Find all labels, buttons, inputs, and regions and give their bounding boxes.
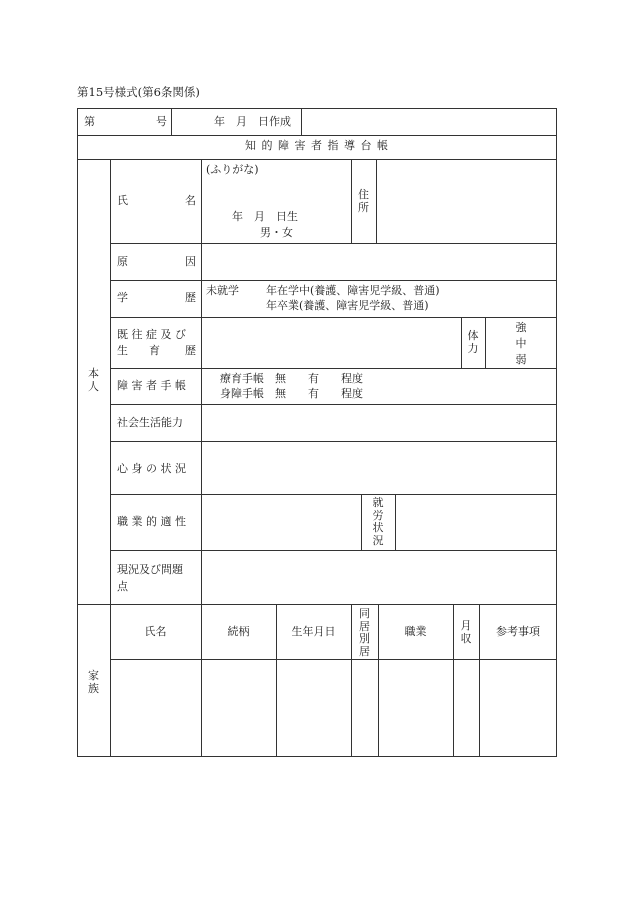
rule-aptitude-bottom bbox=[110, 550, 557, 551]
rule-label bbox=[201, 159, 202, 605]
rule-top bbox=[77, 108, 557, 109]
section-person-label: 本 人 bbox=[88, 367, 99, 393]
rule-title-bottom bbox=[77, 159, 557, 160]
rule-name-bottom bbox=[110, 243, 557, 244]
employment-status-label: 就 労 状 況 bbox=[372, 496, 384, 547]
rule-right bbox=[556, 108, 557, 757]
rule-address-right bbox=[376, 159, 377, 244]
rule-date-right bbox=[301, 108, 302, 136]
aptitude-label: 職 業 的 適 性 bbox=[117, 515, 186, 528]
gender: 男・女 bbox=[260, 226, 293, 239]
created-date: 年 月 日作成 bbox=[214, 115, 291, 128]
history-label-line2-right: 歴 bbox=[185, 344, 196, 357]
problems-label-line2: 点 bbox=[117, 580, 128, 593]
strength-options: 強 中 弱 bbox=[515, 321, 527, 366]
rule-top-row-bottom bbox=[77, 135, 557, 136]
rule-strength-right bbox=[485, 317, 486, 369]
rule-cause-bottom bbox=[110, 280, 557, 281]
rule-history-bottom bbox=[110, 368, 557, 369]
family-col-notes: 参考事項 bbox=[496, 625, 540, 638]
guidance-ledger-form bbox=[77, 108, 557, 757]
condition-label: 心 身 の 状 況 bbox=[117, 462, 186, 475]
number-suffix: 号 bbox=[156, 115, 167, 128]
education-label-right: 歴 bbox=[185, 291, 196, 304]
history-label-line1: 既 往 症 及 び bbox=[117, 328, 186, 341]
number-label: 第 bbox=[84, 115, 95, 128]
education-enrolled: 年在学中(養護、障害児学級、普通) bbox=[266, 284, 440, 297]
rule-person-bottom bbox=[77, 604, 557, 605]
family-col-occupation: 職業 bbox=[404, 625, 427, 638]
social-ability-label: 社会生活能力 bbox=[117, 416, 183, 429]
education-preschool: 未就学 bbox=[206, 284, 239, 297]
strength-label: 体 力 bbox=[467, 329, 479, 355]
education-label-left: 学 bbox=[117, 291, 128, 304]
family-col-birthdate: 生年月日 bbox=[291, 625, 336, 638]
rule-employment-right bbox=[395, 494, 396, 551]
rule-top-divider bbox=[171, 108, 172, 136]
handbook-rehab: 療育手帳 無 有 程度 bbox=[220, 372, 363, 385]
cause-label-right: 因 bbox=[185, 255, 196, 268]
address-label: 住 所 bbox=[358, 188, 369, 214]
form-number: 第15号様式(第6条関係) bbox=[77, 85, 200, 99]
cause-label-left: 原 bbox=[117, 255, 128, 268]
family-col-cohabit: 同 居 別 居 bbox=[359, 607, 370, 658]
rule-social-bottom bbox=[110, 441, 557, 442]
rule-education-bottom bbox=[110, 317, 557, 318]
name-label-right: 名 bbox=[185, 194, 196, 207]
furigana-label: (ふりがな) bbox=[206, 163, 259, 176]
rule-handbook-bottom bbox=[110, 404, 557, 405]
problems-label-line1: 現況及び問題 bbox=[117, 563, 183, 576]
page-title: 知 的 障 害 者 指 導 台 帳 bbox=[245, 139, 389, 152]
education-graduated: 年卒業(養護、障害児学級、普通) bbox=[266, 299, 429, 312]
section-family-label: 家 族 bbox=[88, 669, 99, 695]
family-col-name: 氏名 bbox=[144, 625, 167, 638]
rule-family-header-bottom bbox=[110, 659, 557, 660]
rule-section bbox=[110, 159, 111, 757]
handbook-disability: 身障手帳 無 有 程度 bbox=[220, 387, 363, 400]
rule-condition-bottom bbox=[110, 494, 557, 495]
family-col-relation: 続柄 bbox=[227, 625, 250, 638]
rule-bottom bbox=[77, 756, 557, 757]
birth-date: 年 月 日生 bbox=[232, 210, 298, 223]
rule-left bbox=[77, 108, 78, 757]
name-label-left: 氏 bbox=[117, 194, 128, 207]
family-col-income: 月 収 bbox=[460, 619, 472, 645]
history-label-line2-left: 生 育 bbox=[117, 344, 165, 357]
handbook-label: 障 害 者 手 帳 bbox=[117, 379, 186, 392]
